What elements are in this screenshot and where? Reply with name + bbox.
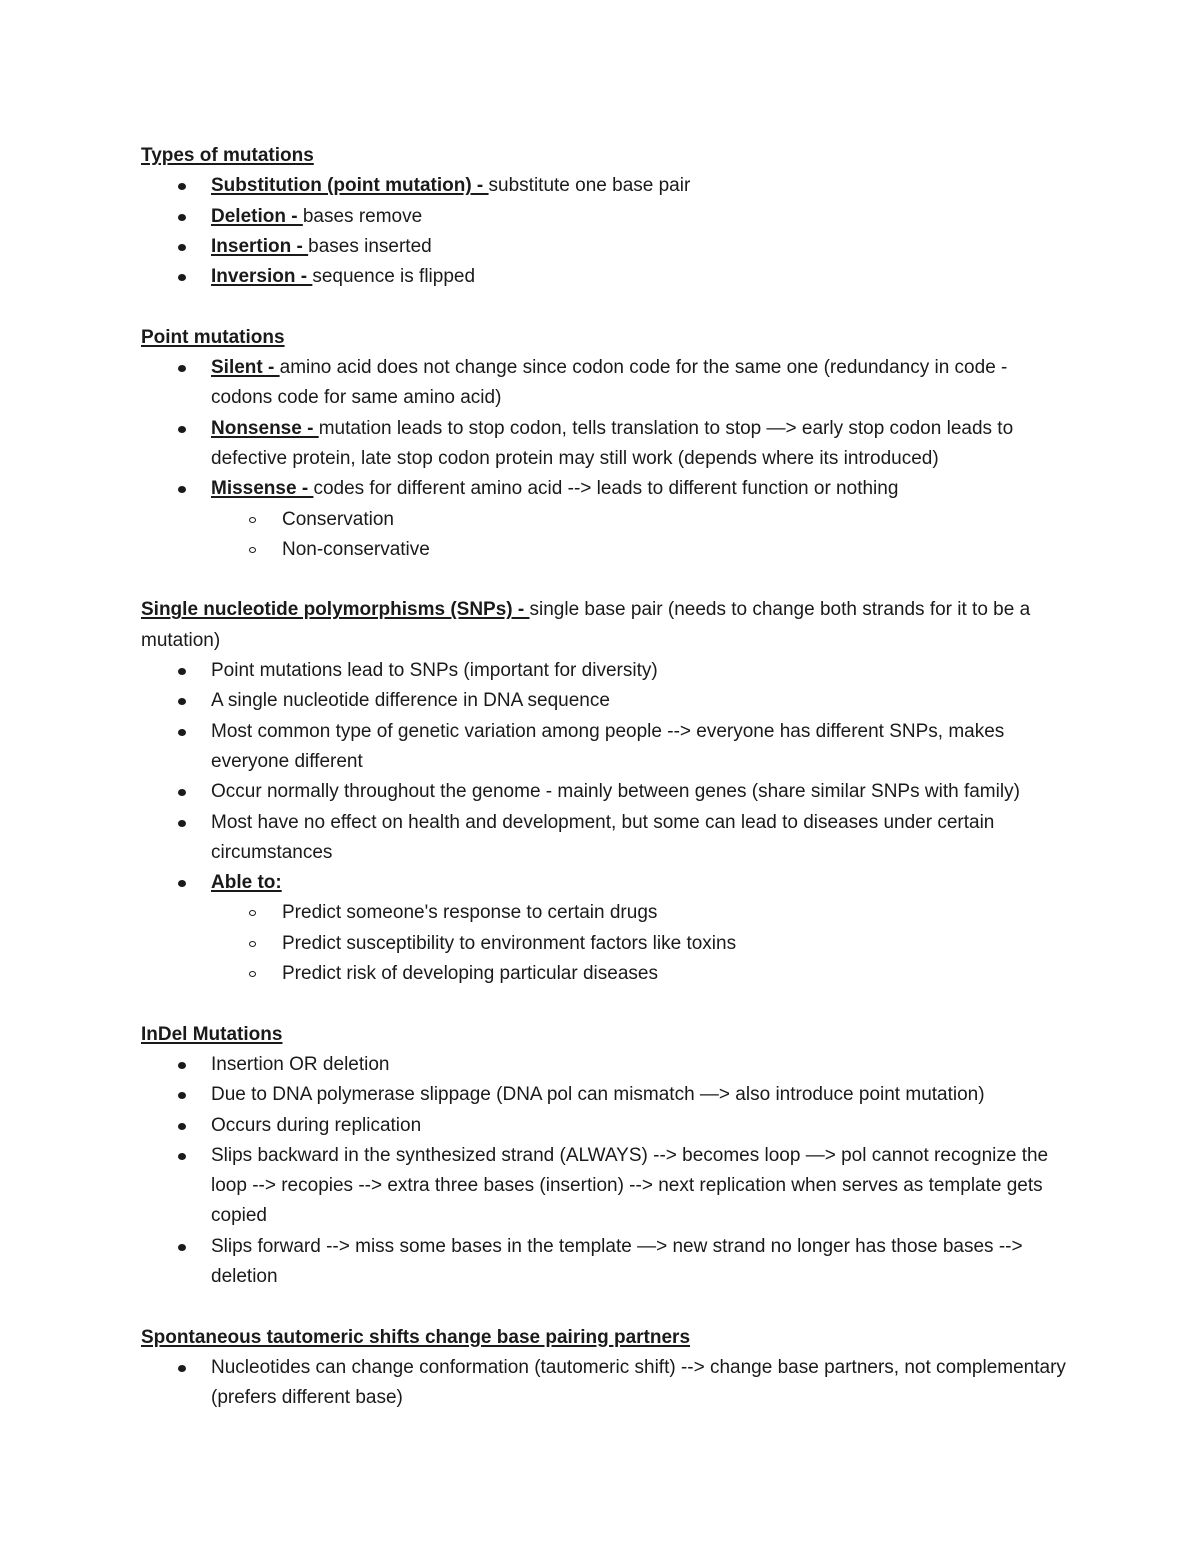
list-item: Insertion OR deletion: [141, 1050, 1071, 1080]
item-text: amino acid does not change since codon code for the same one (redundancy in code - codons code for same amino acid): [211, 357, 1008, 409]
section-indel-mutations: [141, 1020, 1071, 1293]
term-label: Nonsense -: [211, 417, 319, 439]
sub-list-item: Non-conservative: [141, 535, 1071, 565]
item-text: substitute one base pair: [488, 175, 691, 197]
list-item: [141, 171, 1071, 201]
sub-list-item: Predict risk of developing particular diseases: [141, 959, 1071, 989]
list-item: [141, 232, 1071, 262]
list-item: [141, 414, 1071, 475]
item-text: codes for different amino acid --> leads to different function or nothing: [313, 478, 899, 500]
section-lead-text: single base pair (needs to change both strands for it to be a mutation): [141, 599, 1031, 651]
list-item: [141, 474, 1071, 504]
item-text: sequence is flipped: [312, 266, 476, 288]
item-text: bases remove: [302, 205, 423, 227]
spacer: [141, 989, 1071, 1019]
section-point-mutations: [141, 323, 1071, 565]
list-item: Point mutations lead to SNPs (important for diversity): [141, 656, 1071, 686]
spacer: [141, 292, 1071, 322]
term-label: Inversion -: [211, 266, 313, 288]
section-heading: Single nucleotide polymorphisms (SNPs) -: [141, 599, 530, 621]
section-heading: Point mutations: [141, 326, 285, 348]
list-item: Slips forward --> miss some bases in the template —> new strand no longer has those bases --> deletion: [141, 1232, 1071, 1293]
spacer: [141, 1292, 1071, 1322]
section-heading: InDel Mutations: [141, 1023, 283, 1045]
term-label: Substitution (point mutation) -: [211, 175, 489, 197]
term-label: Missense -: [211, 478, 314, 500]
item-text: bases inserted: [308, 235, 432, 257]
spacer: [141, 565, 1071, 595]
section-heading: Spontaneous tautomeric shifts change base pairing partners: [141, 1326, 691, 1348]
list-item: [141, 202, 1071, 232]
section-snps: [141, 595, 1071, 989]
list-item: [141, 353, 1071, 414]
list-item: Occur normally throughout the genome - mainly between genes (share similar SNPs with family): [141, 777, 1071, 807]
list-item: Occurs during replication: [141, 1111, 1071, 1141]
bullet-list: [141, 656, 1071, 989]
sub-list-item: Predict susceptibility to environment factors like toxins: [141, 929, 1071, 959]
list-item: [141, 868, 1071, 898]
term-label: Able to:: [211, 872, 282, 894]
section-types-of-mutations: [141, 141, 1071, 292]
term-label: Insertion -: [211, 235, 309, 257]
document-body: [141, 141, 1071, 1413]
list-item: Nucleotides can change conformation (tautomeric shift) --> change base partners, not complementary (prefers different base): [141, 1353, 1071, 1414]
sub-list-item: Conservation: [141, 505, 1071, 535]
list-item: Slips backward in the synthesized strand (ALWAYS) --> becomes loop —> pol cannot recognize the loop --> recopies --> extra three bases (insertion) --> next replication when serves as template gets copied: [141, 1141, 1071, 1232]
list-item: Most common type of genetic variation among people --> everyone has different SNPs, makes everyone different: [141, 717, 1071, 778]
list-item: Most have no effect on health and development, but some can lead to diseases under certain circumstances: [141, 808, 1071, 869]
list-item: [141, 262, 1071, 292]
section-tautomeric-shifts: [141, 1323, 1071, 1414]
bullet-list: [141, 1050, 1071, 1292]
bullet-list: [141, 171, 1071, 292]
bullet-list: [141, 1353, 1071, 1414]
section-heading: Types of mutations: [141, 145, 314, 166]
list-item: Due to DNA polymerase slippage (DNA pol can mismatch —> also introduce point mutation): [141, 1080, 1071, 1110]
sub-list-item: Predict someone's response to certain drugs: [141, 898, 1071, 928]
bullet-list: [141, 353, 1071, 565]
list-item: A single nucleotide difference in DNA sequence: [141, 686, 1071, 716]
term-label: Silent -: [211, 357, 280, 379]
item-text: mutation leads to stop codon, tells translation to stop —> early stop codon leads to defective protein, late stop codon protein may still work (depends where its introduced): [211, 417, 1014, 469]
term-label: Deletion -: [211, 205, 303, 227]
